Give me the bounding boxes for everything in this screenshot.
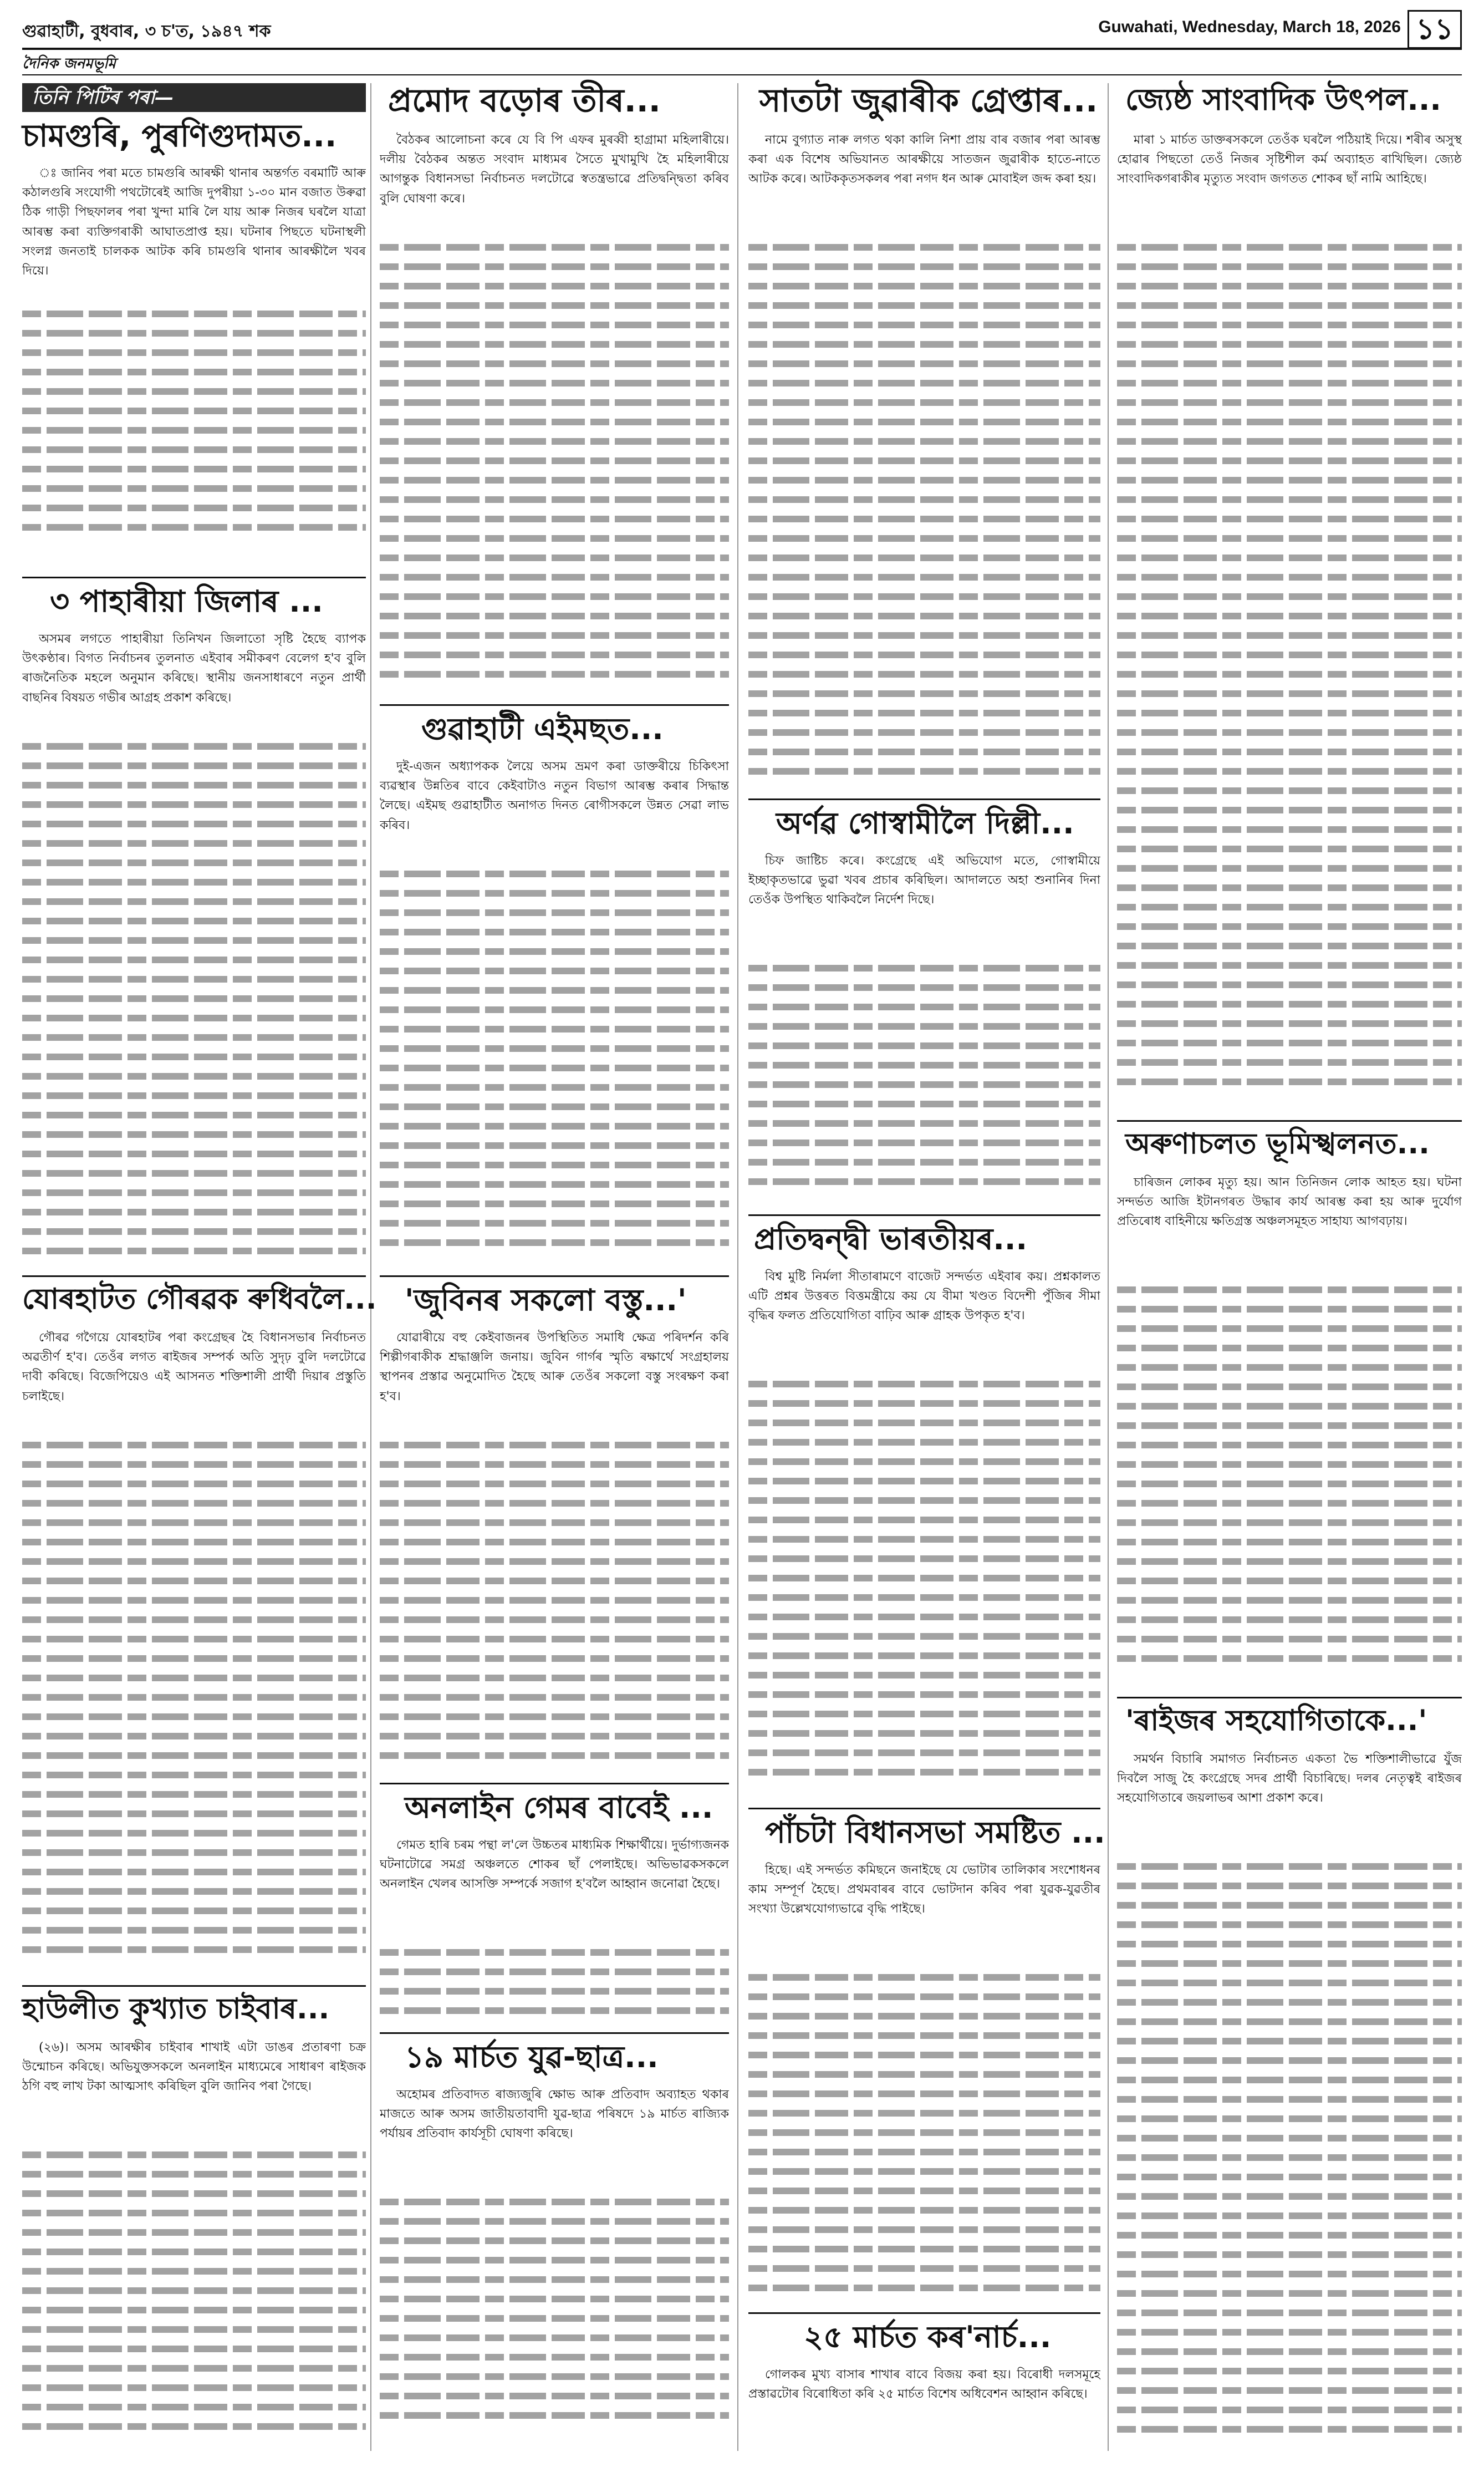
article-text-continued bbox=[748, 1974, 1100, 2307]
article-text-continued bbox=[380, 871, 729, 1270]
headline-youth-march: ১৯ মাৰ্চত যুৱ-ছাত্ৰ... bbox=[405, 2039, 659, 2074]
article-lead: মাৰা ১ মাৰ্চত ডাক্তৰসকলে তেওঁক ঘৰলৈ পঠিয়াই দিয়ে। শৰীৰ অসুস্থ হোৱাৰ পিছতো তেওঁ নিজৰ সৃষ্টিশীল কৰ্ম অব্যাহত ৰাখিছিল। জ্যেষ্ঠ সাংবাদিকগৰাকীৰ মৃত্যুত সংবাদ জগতত শোকৰ ছাঁ নামি আহিছে। bbox=[1117, 133, 1462, 186]
article-separator bbox=[22, 1275, 366, 1277]
article-zubeen-body bbox=[380, 1328, 729, 1439]
headline-pramod-boro: প্ৰমোদ বড়োৰ তীৰ... bbox=[388, 82, 661, 119]
article-pramod-body bbox=[380, 130, 729, 241]
header-rule bbox=[22, 48, 1462, 50]
article-lead: গৌৰৱ গগৈয়ে যোৰহাটৰ পৰা কংগ্ৰেছৰ হৈ বিধানসভাৰ নিৰ্বাচনত অৱতীৰ্ণ হ'ব। তেওঁৰ লগত ৰাইজৰ সম্পৰ্ক অতি সুদৃঢ় বুলি দলটোৱে দাবী কৰিছে। বিজেপিয়েও এই আসনত শক্তিশালী প্ৰাৰ্থী দিয়াৰ প্ৰস্তুতি চলাইছে। bbox=[22, 1331, 366, 1403]
article-lead: যোৱাৰীয়ে বহু কেইবাজনৰ উপস্থিতিত সমাধি ক্ষেত্ৰ পৰিদৰ্শন কৰি শিল্পীগৰাকীক শ্ৰদ্ধাঞ্জলি জনায়। জুবিন গাৰ্গৰ স্মৃতি ৰক্ষাৰ্থে সংগ্ৰহালয় স্থাপনৰ প্ৰস্তাৱ অনুমোদিত হৈছে আৰু তেওঁৰ সকলো বস্তু সংৰক্ষণ কৰা হ'ব। bbox=[380, 1331, 729, 1403]
headline-jorhat: যোৰহাটত গৌৰৱক ৰুধিবলৈ... bbox=[22, 1283, 377, 1316]
article-journalist-body bbox=[1117, 130, 1462, 241]
headline-rival-india: প্ৰতিদ্বন্দ্বী ভাৰতীয়ৰ... bbox=[754, 1222, 1027, 1257]
article-text-continued bbox=[380, 244, 729, 693]
article-lead: চিফ জাষ্টিচ কৰে। কংগ্ৰেছে এই অভিযোগ মতে, গোস্বামীয়ে ইচ্ছাকৃতভাৱে ভুৱা খবৰ প্ৰচাৰ কৰিছিল। আদালতে অহা শুনানিৰ দিনা তেওঁক উপস্থিত থাকিবলৈ নিৰ্দেশ দিছে। bbox=[748, 854, 1100, 907]
section-kicker: তিনি পিটিৰ পৰা— bbox=[22, 83, 366, 112]
article-chamaguri-body bbox=[22, 164, 366, 308]
headline-people-cooperation: 'ৰাইজৰ সহযোগিতাকে...' bbox=[1125, 1704, 1427, 1737]
page-number: ১১ bbox=[1407, 10, 1462, 49]
headline-guwahati-aims: গুৱাহাটী এইমছত... bbox=[421, 711, 664, 746]
article-text-continued bbox=[748, 1381, 1100, 1802]
headline-cyber-crime: হাউলীত কুখ্যাত চাইবাৰ... bbox=[22, 1992, 330, 2026]
article-text-continued bbox=[380, 1949, 729, 2027]
article-separator bbox=[748, 1808, 1100, 1809]
article-separator bbox=[380, 1275, 729, 1277]
article-lead: গেমত হাৰি চৰম পন্থা ল'লে উচ্চতৰ মাধ্যমিক শিক্ষাৰ্থীয়ে। দুৰ্ভাগ্যজনক ঘটনাটোৱে সমগ্ৰ অঞ্চলতে শোকৰ ছাঁ পেলাইছে। অভিভাৱকসকলে অনলাইন খেলৰ আসক্তি সম্পৰ্কে সজাগ হ'বলৈ আহ্বান জনোৱা হৈছে। bbox=[380, 1838, 729, 1891]
article-lead: অসমৰ লগতে পাহাৰীয়া তিনিখন জিলাতো সৃষ্টি হৈছে ব্যাপক উৎকণ্ঠাৰ। বিগত নিৰ্বাচনৰ তুলনাত এইবাৰ সমীকৰণ বেলেগ হ'ব বুলি ৰাজনৈতিক মহলে অনুমান কৰিছে। স্থানীয় জনসাধাৰণে নতুন প্ৰাৰ্থী বাছনিৰ বিষয়ত গভীৰ আগ্ৰহ প্ৰকাশ কৰিছে। bbox=[22, 632, 366, 705]
article-lead: চাৰিজন লোকৰ মৃত্যু হয়। আন তিনিজন লোক আহত হয়। ঘটনা সন্দৰ্ভত আজি ইটানগৰত উদ্ধাৰ কাৰ্য আৰম্ভ কৰা হয় আৰু দুৰ্যোগ প্ৰতিৰোধ বাহিনীয়ে ক্ষতিগ্ৰস্ত অঞ্চলসমূহত সাহায্য আগবঢ়ায়। bbox=[1117, 1176, 1462, 1229]
article-arunachal-body bbox=[1117, 1173, 1462, 1284]
article-text-continued bbox=[22, 743, 366, 1264]
article-march-25-body bbox=[748, 2365, 1100, 2448]
article-lead: (২৬)। অসম আৰক্ষীৰ চাইবাৰ শাখাই এটা ডাঙৰ প্ৰতাৰণা চক্ৰ উন্মোচন কৰিছে। অভিযুক্তসকলে অনলাইন মাধ্যমেৰে সাধাৰণ ৰাইজক ঠগি বহু লাখ টকা আত্মসাৎ কৰিছিল বুলি জানিব পৰা গৈছে। bbox=[22, 2041, 366, 2094]
headline-zubeen: 'জুবিনৰ সকলো বস্তু...' bbox=[405, 1283, 687, 1318]
article-text-continued bbox=[380, 2199, 729, 2445]
article-jorhat-body bbox=[22, 1328, 366, 1439]
article-lead: দুই-এজন অধ্যাপকক লৈয়ে অসম ভ্ৰমণ কৰা ডাক্তৰীয়ে চিকিৎসা ব্যৱস্থাৰ উন্নতিৰ বাবে কেইবাটাও নতুন বিভাগ আৰম্ভ কৰাৰ সিদ্ধান্ত লৈছে। এইমছ গুৱাহাটীত অনাগত দিনত ৰোগীসকলে উন্নত সেৱা লাভ কৰিব। bbox=[380, 760, 729, 832]
article-separator bbox=[380, 2032, 729, 2034]
article-lead: গোলকৰ মুখ্য বাসাৰ শাখাৰ বাবে বিজয় কৰা হয়। বিৰোধী দলসমূহে প্ৰস্তাৱটোৰ বিৰোধিতা কৰি ২৫ মাৰ্চত বিশেষ অধিবেশন আহ্বান কৰিছে। bbox=[748, 2368, 1100, 2402]
article-online-game-body bbox=[380, 1835, 729, 1946]
article-aims-body bbox=[380, 757, 729, 868]
page-header bbox=[22, 10, 1462, 45]
article-lead: ঃ জানিব পৰা মতে চামগুৰি আৰক্ষী থানাৰ অন্তৰ্গত বৰমাটি আৰু কঠালগুৰি সংযোগী পথটোৰেই আজি দুপৰীয়া ১-৩০ মান বজাত উৰুৱা ঠিক গাড়ী পিছফালৰ পৰা খুন্দা মাৰি লৈ যায় আৰু নিজৰ ঘৰলৈ যাত্ৰা আৰম্ভ কৰা ব্যক্তিগৰাকী আঘাতপ্ৰাপ্ত হয়। ঘটনাৰ পিছতে ঘটনাস্থলী সংলগ্ন জনতাই চালকক আটক কৰি চামগুৰি থানাৰ আৰক্ষীলৈ খবৰ দিয়ে। bbox=[22, 166, 366, 278]
article-separator bbox=[22, 577, 366, 578]
headline-march-25: ২৫ মাৰ্চত কৰ'নাৰ্চ... bbox=[804, 2320, 1052, 2354]
dateline-assamese: গুৱাহাটী, বুধবাৰ, ৩ চ'ত, ১৯৪৭ শক bbox=[22, 22, 271, 41]
article-lead: নামে বুগ্যাত নাৰু লগত থকা কালি নিশা প্ৰায় বাৰ বজাৰ পৰা আৰম্ভ কৰা এক বিশেষ অভিযানত আৰক্ষীয়ে সাতজন জুৱাৰীক হাতে-নাতে আটক কৰে। আটককৃতসকলৰ পৰা নগদ ধন আৰু মোবাইল জব্দ কৰা হয়। bbox=[748, 133, 1100, 186]
article-text-continued bbox=[22, 311, 366, 555]
article-text-continued bbox=[22, 2151, 366, 2445]
dateline-english: Guwahati, Wednesday, March 18, 2026 bbox=[1098, 18, 1401, 36]
headline-three-districts: ৩ পাহাৰীয়া জিলাৰ ... bbox=[50, 584, 323, 619]
article-lead: হিছে। এই সন্দৰ্ভত কমিছনে জনাইছে যে ভোটাৰ তালিকাৰ সংশোধনৰ কাম সম্পূৰ্ণ হৈছে। প্ৰথমবাৰৰ বাবে ভোটদান কৰিব পৰা যুৱক-যুৱতীৰ সংখ্যা উল্লেখযোগ্যভাৱে বৃদ্ধি পাইছে। bbox=[748, 1863, 1100, 1916]
article-separator bbox=[380, 1783, 729, 1784]
masthead: দৈনিক জনমভূমি bbox=[22, 55, 116, 72]
article-lead: সমৰ্থন বিচাৰি সমাগত নিৰ্বাচনত একতা ভৈ শক্তিশালীভাৱে যুঁজ দিবলৈ সাজু হৈ কংগ্ৰেছে সদৰ প্ৰাৰ্থী বিচাৰিছে। দলৰ নেতৃত্বই ৰাইজৰ সহযোগিতাৰে জয়লাভৰ আশা প্ৰকাশ কৰে। bbox=[1117, 1752, 1462, 1805]
article-text-continued bbox=[748, 965, 1100, 1209]
article-arnab-body bbox=[748, 851, 1100, 962]
article-separator bbox=[748, 1214, 1100, 1216]
article-cooperation-body bbox=[1117, 1749, 1462, 1860]
headline-online-game: অনলাইন গেমৰ বাবেই ... bbox=[405, 1790, 713, 1825]
article-lead: অহোমৰ প্ৰতিবাদত ৰাজ্যজুৰি ক্ষোভ আৰু প্ৰতিবাদ অব্যাহত থকাৰ মাজতে আৰু অসম জাতীয়তাবাদী যুৱ-ছাত্ৰ পৰিষদে ১৯ মাৰ্চত ৰাজ্যিক পৰ্যায়ৰ প্ৰতিবাদ কাৰ্যসূচী ঘোষণা কৰিছে। bbox=[380, 2088, 729, 2141]
column-divider bbox=[370, 83, 371, 2451]
article-text-continued bbox=[748, 244, 1100, 793]
article-rival-india-body bbox=[748, 1267, 1100, 1378]
article-text-continued bbox=[1117, 1863, 1462, 2445]
column-divider bbox=[737, 83, 738, 2451]
article-text-continued bbox=[380, 1442, 729, 1774]
article-text-continued bbox=[1117, 1286, 1462, 1686]
headline-seven-gamblers: সাতটা জুৱাৰীক গ্ৰেপ্তাৰ... bbox=[759, 82, 1098, 119]
article-five-assembly-body bbox=[748, 1860, 1100, 1971]
headline-chamaguri: চামগুৰি, পুৰণিগুদামত... bbox=[22, 118, 337, 154]
article-gamblers-body bbox=[748, 130, 1100, 241]
headline-senior-journalist: জ্যেষ্ঠ সাংবাদিক উৎপল... bbox=[1125, 82, 1441, 117]
article-separator bbox=[1117, 1120, 1462, 1122]
headline-arnab: অৰ্ণৱ গোস্বামীলৈ দিল্লী... bbox=[776, 806, 1074, 841]
column-divider bbox=[1108, 83, 1109, 2451]
article-cyber-crime-body bbox=[22, 2038, 366, 2149]
header-rule-thin bbox=[22, 74, 1462, 75]
article-lead: বিশ্ব মুষ্টি নিৰ্মলা সীতাৰামণে বাজেট সন্দৰ্ভত এইবাৰ কয়। প্ৰশ্নকালত এটি প্ৰশ্নৰ উত্তৰত বিত্তমন্ত্ৰীয়ে কয় যে বীমা খণ্ডত বিদেশী পুঁজিৰ সীমা বৃদ্ধিৰ ফলত প্ৰতিযোগিতা বাঢ়িব আৰু গ্ৰাহক উপকৃত হ'ব। bbox=[748, 1270, 1100, 1323]
article-three-districts-body bbox=[22, 629, 366, 740]
headline-five-assembly: পাঁচটা বিধানসভা সমষ্টিত ... bbox=[765, 1815, 1105, 1850]
headline-arunachal-landslide: অৰুণাচলত ভূমিস্খলনত... bbox=[1125, 1127, 1430, 1161]
article-youth-march-body bbox=[380, 2085, 729, 2196]
article-text-continued bbox=[1117, 244, 1462, 1109]
article-separator bbox=[1117, 1697, 1462, 1698]
article-separator bbox=[748, 2312, 1100, 2314]
article-lead: বৈঠকৰ আলোচনা কৰে যে বি পি এফৰ মুৰব্বী হাগ্ৰামা মহিলাৰীয়ে। দলীয় বৈঠকৰ অন্তত সংবাদ মাধ্যমৰ সৈতে মুখামুখি হৈ মহিলাৰীয়ে আগন্তুক বিধানসভা নিৰ্বাচনত দলটোৱে স্বতন্ত্ৰভাৱে প্ৰতিদ্বন্দ্বিতা কৰিব বুলি ঘোষণা কৰে। bbox=[380, 133, 729, 206]
article-separator bbox=[748, 798, 1100, 800]
article-text-continued bbox=[22, 1442, 366, 1974]
article-separator bbox=[380, 704, 729, 706]
article-separator bbox=[22, 1985, 366, 1987]
